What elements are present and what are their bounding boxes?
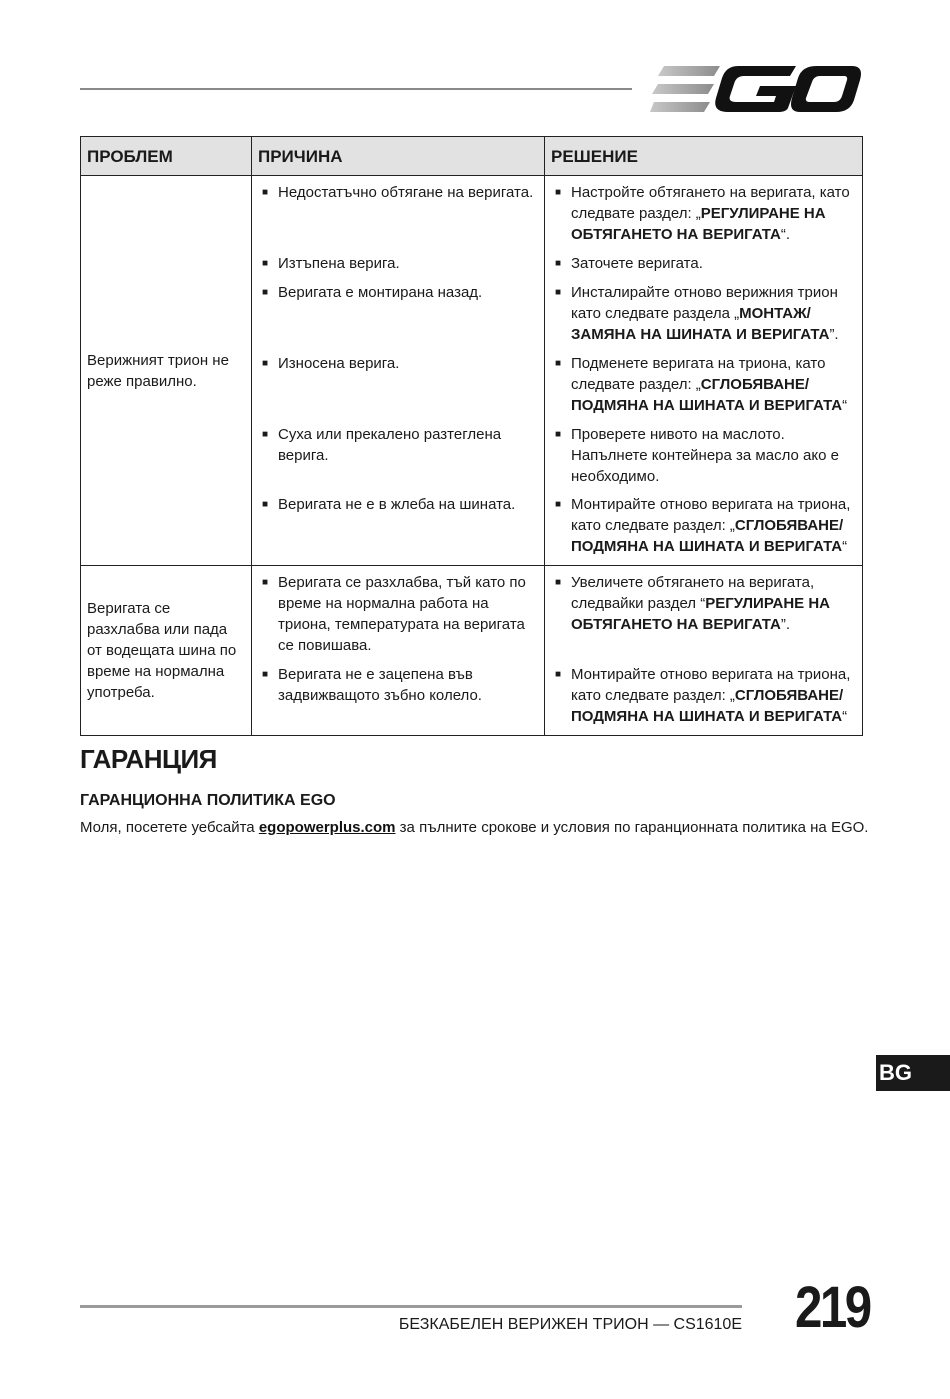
footer-title: БЕЗКАБЕЛЕН ВЕРИЖЕН ТРИОН — CS1610E [398, 1316, 742, 1333]
bullet-icon: ■ [262, 499, 269, 510]
solution-item: ■ Инсталирайте отново верижния трион като следвате раздела „МОНТАЖ/ ЗАМЯНА НА ШИНАТА И ВЕРИГАТА”. [545, 282, 862, 353]
warranty-heading: ГАРАНЦИЯ [80, 744, 217, 774]
bullet-icon: ■ [555, 187, 562, 198]
solution-item: ■ Заточете веригата. [545, 253, 862, 282]
solution-item: ■ Проверете нивото на маслото. Напълнете контейнера за масло ако е необходимо. [545, 424, 862, 494]
bullet-icon: ■ [555, 258, 562, 269]
header-solution: РЕШЕНИЕ [545, 137, 863, 176]
bullet-icon: ■ [262, 669, 269, 680]
header-problem: ПРОБЛЕМ [81, 137, 252, 176]
bullet-icon: ■ [262, 258, 269, 269]
troubleshooting-table [80, 136, 863, 736]
solution-item: ■ Монтирайте отново веригата на триона, като следвате раздел: „СГЛОБЯВАНЕ/ ПОДМЯНА НА ШИНАТА И ВЕРИГАТА“ [555, 666, 851, 725]
cause-item: ■ Веригата се разхлабва, тъй като по време на нормална работа на триона, температурата на веригата се повишава. [252, 572, 544, 664]
egopowerplus-link[interactable]: egopowerplus.com [258, 819, 396, 836]
warranty-policy-text: Моля, посетете уебсайта egopowerplus.com за пълните срокове и условия по гаранционната политика на EGO. [80, 819, 869, 836]
header-cause: ПРИЧИНА [252, 137, 545, 176]
bullet-icon: ■ [262, 187, 269, 198]
solution-item: ■ Настройте обтягането на веригата, като следвате раздел: „РЕГУЛИРАНЕ НА ОБТЯГАНЕТО НА ВЕРИГАТА“. [545, 182, 862, 253]
problem-cell: Веригата се разхлабва или пада от водещата шина по време на нормална употреба. [81, 566, 252, 736]
language-tab: BG [876, 1055, 950, 1091]
bullet-icon: ■ [262, 429, 269, 440]
bullet-icon: ■ [555, 429, 562, 440]
solution-item: ■ Подменете веригата на триона, като следвате раздел: „СГЛОБЯВАНЕ/ ПОДМЯНА НА ШИНАТА И ВЕРИГАТА“ [545, 353, 862, 424]
cause-item: ■ Веригата не е в жлеба на шината. [252, 494, 544, 557]
table-row [81, 176, 863, 566]
cause-item: ■ Износена верига. [252, 353, 544, 424]
bullet-icon: ■ [555, 499, 562, 510]
bullet-icon: ■ [555, 358, 562, 369]
bullet-icon: ■ [555, 287, 562, 298]
bullet-icon: ■ [555, 577, 562, 588]
cause-item: ■ Веригата е монтирана назад. [252, 282, 544, 353]
solutions-cell [545, 176, 863, 566]
bullet-icon: ■ [262, 577, 269, 588]
warranty-policy-subheading: ГАРАНЦИОННА ПОЛИТИКА EGO [80, 792, 336, 809]
table-header-row [81, 137, 863, 176]
footer-rule [80, 1305, 742, 1308]
page-number: 219 [795, 1275, 870, 1340]
solution-item: ■ Монтирайте отново веригата на триона, като следвате раздел: „СГЛОБЯВАНЕ/ ПОДМЯНА НА ШИНАТА И ВЕРИГАТА“ [555, 496, 851, 555]
problem-cell: Верижният трион не реже правилно. [81, 176, 252, 566]
causes-cell [252, 566, 545, 736]
bullet-icon: ■ [555, 669, 562, 680]
cause-item: ■ Суха или прекалено разтеглена верига. [252, 424, 544, 494]
ego-logo [650, 64, 862, 114]
bullet-icon: ■ [262, 358, 269, 369]
header-rule [80, 88, 632, 90]
cause-item: ■ Недостатъчно обтягане на веригата. [252, 182, 544, 253]
solutions-cell [545, 566, 863, 736]
cause-item: ■ Веригата не е зацепена във задвижващото зъбно колело. [252, 664, 544, 727]
cause-item: ■ Изтъпена верига. [252, 253, 544, 282]
solution-item: ■ Увеличете обтягането на веригата, следвайки раздел “РЕГУЛИРАНЕ НА ОБТЯГАНЕТО НА ВЕРИГАТА”. [545, 572, 862, 664]
table-row [81, 566, 863, 736]
causes-cell [252, 176, 545, 566]
bullet-icon: ■ [262, 287, 269, 298]
